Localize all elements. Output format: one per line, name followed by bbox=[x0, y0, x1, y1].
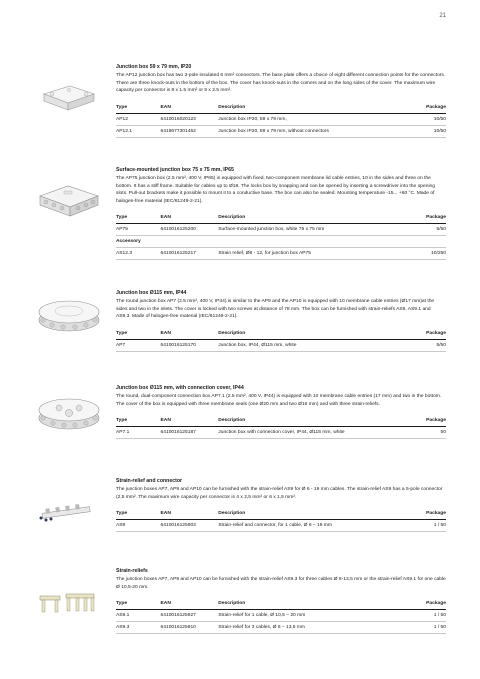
cell-type: AS9.3 bbox=[116, 622, 161, 634]
cell-package: 50 bbox=[390, 427, 446, 439]
section-description: The junction boxes AP7, AP9 and AP10 can be furnished with the strain-relief AS9.3 for three cables Ø 6-13,5 mm or the strain-relief AS9.1 for one cable Ø 10,5-20 mm. bbox=[116, 577, 446, 590]
section-title: Strain-relief and connector bbox=[116, 478, 183, 484]
cell-type: AS9 bbox=[116, 520, 161, 532]
junction-box-ap7-1-image bbox=[34, 390, 104, 432]
cell-description: Junction box IP20, 59 x 79 mm, without connectors bbox=[218, 125, 390, 137]
section-ap7-1 bbox=[116, 385, 446, 439]
col-ean: EAN bbox=[161, 214, 219, 224]
col-type: Type bbox=[116, 600, 161, 610]
section-title: Strain-reliefs bbox=[116, 568, 148, 574]
cell-type: AP12 bbox=[116, 113, 161, 125]
table-header-row bbox=[116, 214, 446, 224]
product-table bbox=[116, 330, 446, 352]
section-title: Junction box Ø115 mm, IP44 bbox=[116, 290, 187, 296]
accessory-header-row bbox=[116, 236, 446, 248]
page-number: 21 bbox=[439, 13, 446, 19]
col-package: Package bbox=[390, 330, 446, 340]
col-description: Description bbox=[218, 510, 390, 520]
section-description: The round, dual-component connection box AP7.1 (2.5 mm², 400 V, IP44) is equipped with 10 membrane cable entries (17 mm) and two in the bottom. The cover of the box is equipped with three membrane seals (one Ø20 mm and two Ø16 mm) and with three strain-reliefs. bbox=[116, 394, 442, 407]
cell-package: 1 / 50 bbox=[390, 520, 446, 532]
section-description: The AP75 junction box (2.5 mm², 400 V, IP65) is equipped with fixed, two-component membrane lid cable entries, 10 in the sides and three on the bottom. It has a stiff frame. Suitable for cables up to Ø18. The locks box by snapping and can be opened by inserting a screwdriver into the opening slots. Pull-out brackets make it possible to mount it to a conductive base. The box can also be sealed. Mounting temperature -15... +60 °C. Made of halogen-free material (IEC/61249-2-21). bbox=[116, 176, 435, 204]
section-ap12 bbox=[116, 64, 446, 138]
cell-description: Junction box, IP44, Ø115 mm, white bbox=[218, 339, 390, 351]
cell-ean: 6410016125187 bbox=[161, 427, 219, 439]
cell-ean: 6410016125927 bbox=[161, 610, 219, 622]
cell-description: Surface-mounted junction box, white 75 x 75 mm bbox=[218, 224, 390, 236]
cell-ean: 6410016125910 bbox=[161, 622, 219, 634]
cell-type: AP12.1 bbox=[116, 125, 161, 137]
cell-package: 1 / 50 bbox=[390, 622, 446, 634]
cell-package: 10/50 bbox=[390, 125, 446, 137]
section-description: The AP12 junction box has two 3-pole insulated 6 mm² connectors. The base plate offers a choice of eight different connection points for the connectors. There are three knock-outs in the bottom of the box. The cover has knock-outs in the corners and on the long sides of the cover. The maximum wire capacity per connector is 8 x 1.5 mm² or 5 x 2.5 mm². bbox=[116, 73, 446, 94]
cell-description: Junction box IP20, 59 x 79 mm, bbox=[218, 113, 390, 125]
cell-description: Junction box with connection cover, IP44, Ø115 mm, white bbox=[218, 427, 390, 439]
col-description: Description bbox=[218, 417, 390, 427]
cell-package: 5/50 bbox=[390, 339, 446, 351]
section-description: The round junction box AP7 (2.5 mm², 400 V, IP44) is similar to the AP9 and the AP10 is equipped with 10 membrane cable entries (Ø17 mm)at the sides and two in the inlets. The cover is locked with two screws at distance of 78 mm. The box can be furnished with strain-reliefs AS9, AS9.1 and AS9.3. Made of halogen-free material (IEC/61249-2-21). bbox=[116, 299, 435, 320]
section-title: Surface-mounted junction box 75 x 75 mm, IP65 bbox=[116, 167, 234, 173]
col-type: Type bbox=[116, 417, 161, 427]
cell-description: Strain-relief for 1 cable, Ø 10,5 – 20 mm bbox=[218, 610, 390, 622]
table-header-row bbox=[116, 600, 446, 610]
cell-package: 10/250 bbox=[390, 248, 446, 260]
section-title: Junction box 59 x 79 mm, IP20 bbox=[116, 64, 192, 70]
table-row bbox=[116, 427, 446, 439]
col-type: Type bbox=[116, 510, 161, 520]
cell-type: AP7 bbox=[116, 339, 161, 351]
accessory-label: Accessory bbox=[116, 236, 446, 248]
col-description: Description bbox=[218, 330, 390, 340]
cell-type: AS9.1 bbox=[116, 610, 161, 622]
cell-ean: 6410016125217 bbox=[161, 248, 219, 260]
col-ean: EAN bbox=[161, 104, 219, 114]
table-row bbox=[116, 248, 446, 260]
col-description: Description bbox=[218, 600, 390, 610]
cell-ean: 6418677301452 bbox=[161, 125, 219, 137]
cell-package: 1 / 50 bbox=[390, 610, 446, 622]
col-description: Description bbox=[218, 104, 390, 114]
cell-type: AP7.1 bbox=[116, 427, 161, 439]
col-package: Package bbox=[390, 600, 446, 610]
table-row bbox=[116, 113, 446, 125]
product-table bbox=[116, 600, 446, 634]
product-table bbox=[116, 510, 446, 532]
strain-reliefs-image bbox=[36, 590, 98, 618]
col-ean: EAN bbox=[161, 417, 219, 427]
product-table bbox=[116, 104, 446, 138]
col-package: Package bbox=[390, 417, 446, 427]
table-row bbox=[116, 610, 446, 622]
cell-ean: 6410016125200 bbox=[161, 224, 219, 236]
table-header-row bbox=[116, 417, 446, 427]
cell-description: Strain-relief and connector, for 1 cable, Ø 6 – 19 mm bbox=[218, 520, 390, 532]
col-package: Package bbox=[390, 104, 446, 114]
cell-package: 5/50 bbox=[390, 224, 446, 236]
col-ean: EAN bbox=[161, 510, 219, 520]
table-header-row bbox=[116, 330, 446, 340]
col-package: Package bbox=[390, 510, 446, 520]
col-ean: EAN bbox=[161, 600, 219, 610]
junction-box-ap12-image bbox=[40, 78, 98, 114]
cell-type: AP75 bbox=[116, 224, 161, 236]
cell-description: Strain-relief for 3 cables, Ø 6 – 13,5 mm bbox=[218, 622, 390, 634]
strain-relief-connector-image bbox=[36, 502, 98, 524]
product-table bbox=[116, 214, 446, 260]
cell-description: Strain relief, Ø8 - 12, for junction box AP75 bbox=[218, 248, 390, 260]
col-type: Type bbox=[116, 104, 161, 114]
col-package: Package bbox=[390, 214, 446, 224]
cell-package: 10/50 bbox=[390, 113, 446, 125]
table-row bbox=[116, 520, 446, 532]
table-row bbox=[116, 339, 446, 351]
section-title: Junction box Ø115 mm, with connection cover, IP44 bbox=[116, 385, 244, 391]
section-description: The junction boxes AP7, AP9 and AP10 can be furnished with the strain-relief AS9 for Ø 6 - 19 mm cables. The strain-relief AS9 has a 5-pole connector (2,5 mm². The maximum wire capacity per connector is 4 x 2,5 mm² or 6 x 1,5 mm². bbox=[116, 487, 443, 500]
section-ap75 bbox=[116, 167, 446, 260]
table-header-row bbox=[116, 510, 446, 520]
col-ean: EAN bbox=[161, 330, 219, 340]
section-ap7 bbox=[116, 290, 446, 352]
junction-box-ap75-image bbox=[34, 178, 104, 220]
cell-ean: 6410016125903 bbox=[161, 520, 219, 532]
col-type: Type bbox=[116, 214, 161, 224]
table-row bbox=[116, 224, 446, 236]
junction-box-ap7-image bbox=[34, 294, 104, 334]
col-type: Type bbox=[116, 330, 161, 340]
section-strain-reliefs bbox=[116, 568, 446, 634]
col-description: Description bbox=[218, 214, 390, 224]
section-as9 bbox=[116, 478, 446, 532]
table-header-row bbox=[116, 104, 446, 114]
cell-ean: 6410016020123 bbox=[161, 113, 219, 125]
table-row bbox=[116, 622, 446, 634]
cell-type: AS12.3 bbox=[116, 248, 161, 260]
table-row bbox=[116, 125, 446, 137]
product-table bbox=[116, 417, 446, 439]
cell-ean: 6410016125170 bbox=[161, 339, 219, 351]
